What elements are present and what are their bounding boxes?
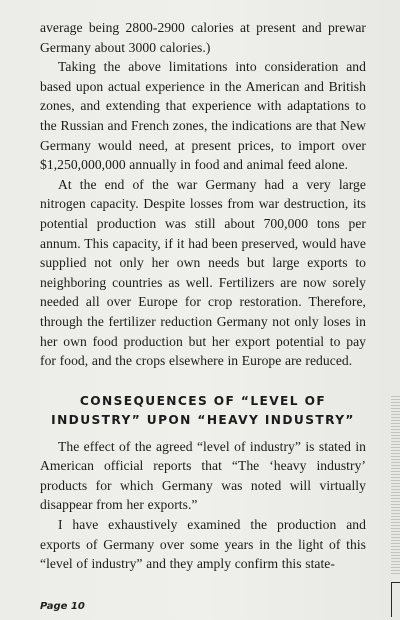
corner-bracket <box>391 582 400 617</box>
page-edge-texture <box>391 396 400 576</box>
paragraph-import-needs: Taking the above limitations into consideration and based upon actual experience in the American and British zones, and extending that experience with adaptations to the Russian and French zones, the indications are that New Germany would need, at present prices, to import over $1,250,000,000 annually in food and animal feed alone. <box>40 59 366 173</box>
paragraph-nitrogen-capacity: At the end of the war Germany had a very large nitrogen capacity. Despite losses from war destruction, its potential production was still about 700,000 tons per annum. This capacity, if it had been preserved, would have supplied not only her own needs but large exports to neighboring countries as well. Fertilizers are now sorely needed all over Europe for crop restoration. Therefore, through the fertilizer reduction Germany not only loses in her own food production but her export potential to pay for food, and the crops elsewhere in Europe are reduced. <box>40 176 366 369</box>
paragraph-exports-examined: I have exhaustively examined the production and exports of Germany over some years in the light of this “level of industry” and they amply confirm this state- <box>40 517 366 572</box>
text-column <box>40 18 366 574</box>
section-heading: CONSEQUENCES OF “LEVEL OF INDUSTRY” UPON “HEAVY INDUSTRY” <box>51 393 355 427</box>
paragraph-level-of-industry: The effect of the agreed “level of industry” is stated in American official reports that “The ‘heavy industry’ products for which Germany was noted will virtually disappear from her exports.” <box>40 438 366 513</box>
page-number: Page 10 <box>40 601 85 612</box>
paragraph-calories-continuation: average being 2800-2900 calories at present and prewar Germany about 3000 calories.) <box>40 20 366 55</box>
